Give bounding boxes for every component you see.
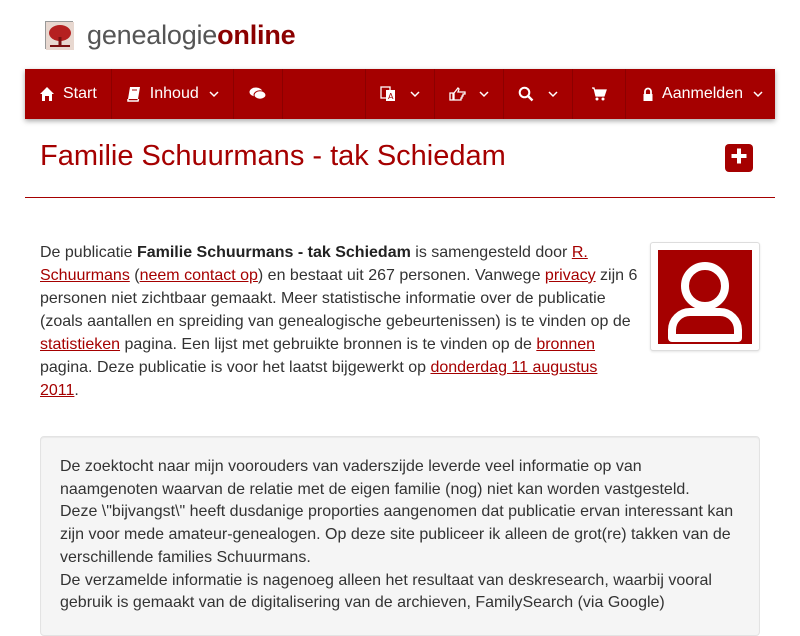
chevron-down-icon [479, 89, 489, 99]
chevron-down-icon [209, 89, 219, 99]
publication-name: Familie Schuurmans - tak Schiedam [136, 244, 411, 261]
chevron-down-icon [410, 89, 420, 99]
pointing-hand-icon [449, 86, 467, 102]
publication-description [40, 436, 760, 636]
main-navbar [25, 69, 775, 119]
publication-intro: De publicatie Familie Schuurmans - tak Schiedam is samengesteld door R. Schuurmans (neem contact op) en bestaat uit 267 personen. Vanwege privacy zijn 6 personen niet zichtbaar gemaakt. Meer statistische informatie over de publicatie (zoals aantallen en spreiding van genealogische gebeurtenissen) is te vinden op de statistieken pagina. Een lijst met gebruikte bronnen is te vinden op de bronnen pagina. Deze publicatie is voor het laatst bijgewerkt op donderdag 11 augustus 2011. [40, 244, 638, 399]
last-updated-link[interactable]: donderdag 11 augustus 2011 [40, 359, 598, 399]
privacy-link[interactable]: privacy [544, 267, 596, 284]
nav-start[interactable] [25, 69, 112, 119]
chevron-down-icon [753, 89, 763, 99]
comments-icon [250, 86, 266, 102]
nav-spacer [283, 69, 366, 119]
nav-inhoud-label: Inhoud [149, 85, 199, 102]
search-icon [518, 86, 534, 102]
nav-inhoud[interactable] [112, 69, 234, 119]
home-icon [39, 86, 55, 102]
nav-chat[interactable] [234, 69, 283, 119]
nav-cart[interactable] [573, 69, 626, 119]
author-link[interactable]: R. Schuurmans [40, 244, 588, 284]
description-paragraph: De verzamelde informatie is nagenoeg alleen het resultaat van deskresearch, waarbij vooral gebruik is gemaakt van de digitalisering van de archieven, FamilySearch (via Google) [60, 571, 712, 612]
nav-share[interactable] [435, 69, 504, 119]
contact-link[interactable]: neem contact op [139, 267, 258, 284]
svg-text:A: A [388, 92, 394, 101]
lock-icon [642, 86, 654, 102]
nav-start-label: Start [63, 85, 97, 102]
nav-language[interactable] [366, 69, 435, 119]
user-icon [658, 250, 752, 344]
site-logo[interactable] [45, 18, 295, 52]
nav-login[interactable] [626, 69, 775, 119]
sources-link[interactable]: bronnen [536, 336, 596, 353]
description-paragraph: De zoektocht naar mijn voorouders van vaderszijde leverde veel informatie op van naamgenoten waarvan de relatie met de eigen familie (nog) niet kan worden vastgesteld. [60, 458, 690, 498]
page-title: Familie Schuurmans - tak Schiedam [40, 140, 506, 172]
cart-icon [591, 86, 607, 102]
plus-square-icon [730, 147, 748, 170]
description-paragraph: Deze \"bijvangst\" heeft dusdanige proporties aangenomen dat publicatie ervan interessant kan zijn voor mede amateur-genealogen. Op deze site publiceer ik alleen de grot(re) takken van de verschillende families Schuurmans. [60, 503, 734, 566]
statistics-link[interactable]: statistieken [40, 336, 121, 353]
add-button[interactable] [725, 144, 753, 172]
book-icon [126, 86, 142, 102]
translate-icon [380, 86, 396, 102]
nav-login-label: Aanmelden [662, 85, 743, 102]
nav-search[interactable] [504, 69, 573, 119]
site-name: genealogieonline [87, 19, 296, 50]
tree-icon [45, 21, 73, 49]
chevron-down-icon [548, 89, 558, 99]
author-avatar[interactable] [650, 242, 760, 351]
title-divider [25, 197, 775, 198]
